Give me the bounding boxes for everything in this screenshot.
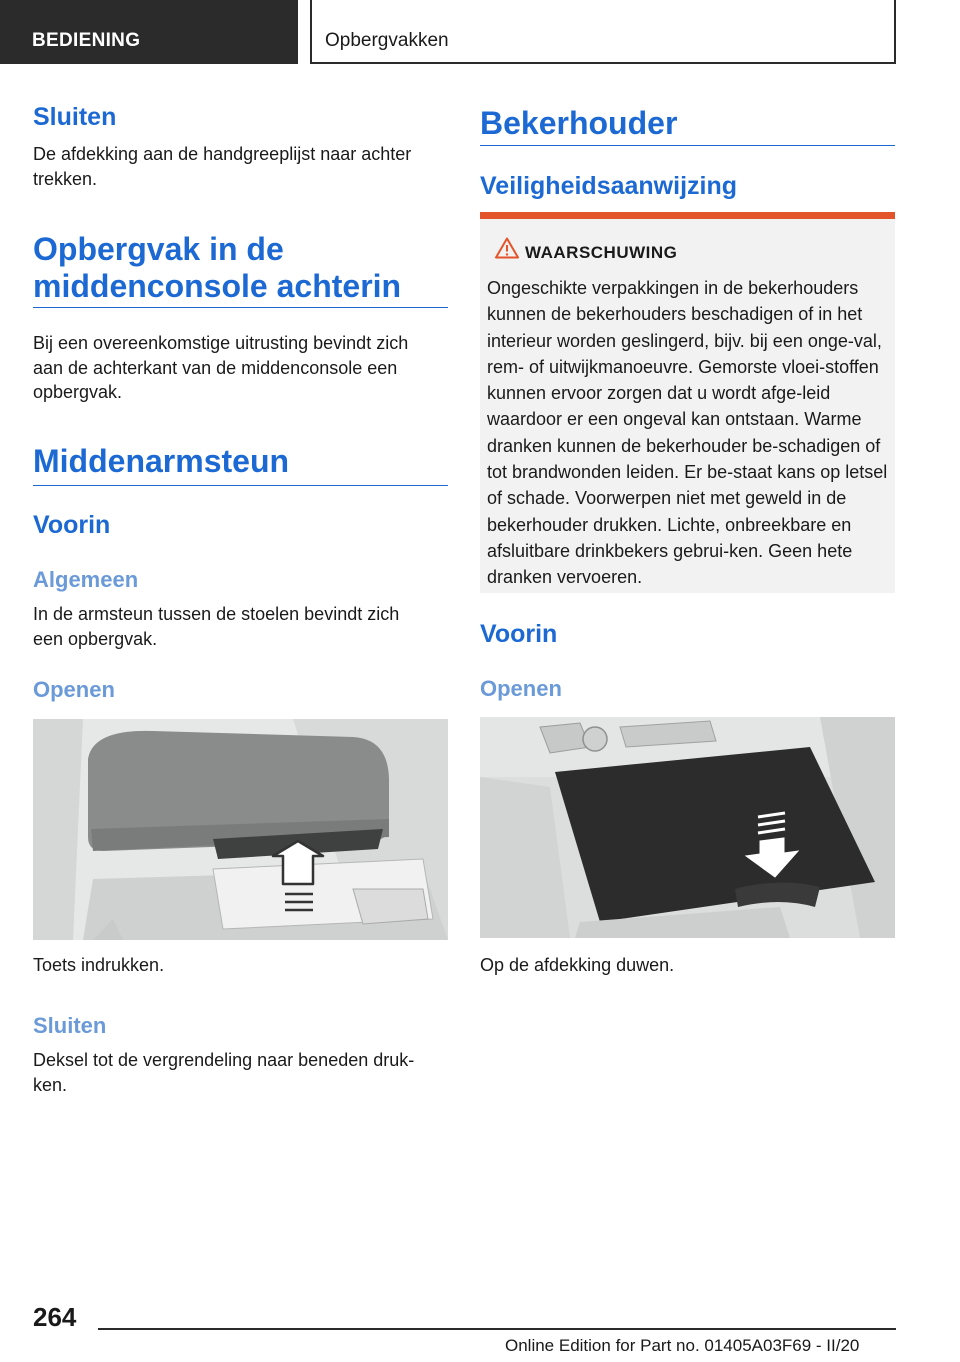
warning-title: WAARSCHUWING [525, 243, 678, 262]
algemeen-text: In de armsteun tussen de stoelen bevindt zich een opbergvak. [33, 604, 400, 649]
sluiten-text: Deksel tot de vergrendeling naar beneden druk-ken. [33, 1050, 415, 1095]
chapter-label: BEDIENING [32, 30, 141, 51]
console-heading-rule [33, 307, 448, 308]
edition-text: Online Edition for Part no. 01405A03F69 - II/20 [505, 1336, 860, 1355]
cupholder-figure [480, 717, 895, 938]
armrest-illustration [33, 719, 448, 940]
section-title: Opbergvakken [325, 30, 449, 51]
sluiten-heading: Sluiten [33, 1013, 107, 1038]
armrest-heading-rule [33, 485, 448, 486]
cupholder-illustration [480, 717, 895, 938]
armrest-heading: Middenarmsteun [33, 443, 290, 479]
warning-box [480, 212, 895, 593]
chapter-tab [0, 0, 298, 64]
armrest-figure [33, 719, 448, 940]
console-heading-line2: middenconsole achterin [33, 268, 402, 304]
armrest-figure-caption: Toets indrukken. [33, 955, 165, 975]
veiligheid-heading: Veiligheidsaanwijzing [480, 172, 738, 200]
voorin-heading: Voorin [33, 511, 111, 539]
openen-heading-right: Openen [480, 676, 562, 701]
console-text: Bij een overeenkomstige uitrusting bevindt zich aan de achterkant van de middenconsole een opbergvak. [33, 333, 409, 402]
cupholder-figure-caption: Op de afdekking duwen. [480, 955, 675, 975]
warning-triangle-icon [495, 237, 519, 259]
bekerhouder-heading-rule [480, 145, 895, 146]
warning-text: Ongeschikte verpakkingen in de bekerhouders kunnen de bekerhouders beschadigen of in het interieur worden geslingerd, bijv. bij een onge-val, rem- of uitwijkmanoeuvre. Gemorste vloei-stoffen kunnen ervoor zorgen dat u wordt afge-leid waardoor er een ongeval kan ontstaan. Warme dranken kunnen de bekerhouder be-schadigen of tot brandwonden leiden. Er be-staat kans op letsel of schade. Voorwerpen niet met geweld in de bekerhouder drukken. Lichte, onbreekbare en afsluitbare drinkbekers gebrui-ken. Geen hete dranken vervoeren. [487, 278, 888, 588]
footer-rule [98, 1328, 896, 1330]
sluiten-top-text: De afdekking aan de handgreeplijst naar achter trekken. [33, 144, 412, 189]
bekerhouder-heading: Bekerhouder [480, 105, 678, 141]
algemeen-heading: Algemeen [33, 567, 139, 592]
sluiten-top-heading: Sluiten [33, 103, 117, 131]
page-number: 264 [33, 1302, 77, 1332]
console-heading-line1: Opbergvak in de [33, 231, 284, 267]
voorin-heading-right: Voorin [480, 620, 558, 648]
openen-heading: Openen [33, 677, 115, 702]
